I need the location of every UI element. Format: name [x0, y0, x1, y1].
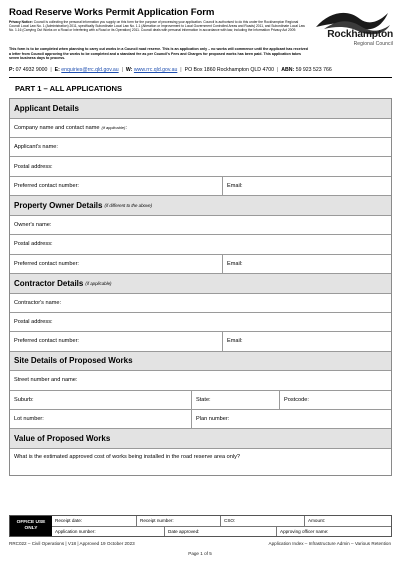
- logo-name: Rockhampton: [327, 29, 393, 40]
- office-use-line: OFFICE USE: [16, 520, 46, 526]
- applicant-email-field[interactable]: Email:: [222, 177, 391, 195]
- owner-postal-field[interactable]: [10, 235, 391, 254]
- footer-document-code: RRC022 – Civil Operations | V18 | Approved 19 October 2023: [9, 541, 135, 546]
- cso-field[interactable]: CSO:: [220, 516, 304, 526]
- applicant-contact-row: [10, 177, 391, 196]
- contact-bar: [9, 67, 392, 73]
- abn-value: 59 923 523 766: [295, 67, 332, 73]
- approving-officer-field[interactable]: Approving officer name:: [276, 527, 391, 537]
- field-label: Company name and contact name: [14, 124, 100, 131]
- contractor-postal-field[interactable]: [10, 313, 391, 332]
- cost-field[interactable]: [10, 449, 391, 475]
- separator: |: [180, 67, 182, 73]
- lot-plan-row: [10, 410, 391, 429]
- section-note: (if different to the above): [104, 202, 153, 208]
- separator: |: [276, 67, 279, 73]
- web-label: W:: [125, 67, 133, 73]
- applicant-phone-field[interactable]: Preferred contact number:: [14, 182, 79, 189]
- applicant-postal-field[interactable]: [10, 157, 391, 176]
- owner-email-field[interactable]: Email:: [222, 255, 391, 273]
- amount-field[interactable]: Amount:: [304, 516, 391, 526]
- abn-label: ABN:: [281, 67, 295, 73]
- part-title: PART 1 – ALL APPLICATIONS: [15, 84, 123, 93]
- privacy-label: Privacy Notice:: [9, 20, 33, 24]
- field-label: Postal address:: [14, 319, 53, 326]
- field-note: (if applicable): [101, 125, 126, 131]
- privacy-notice: [9, 20, 305, 32]
- intro-text: This form is to be completed when planning to carry out works in a Council road reserve. This is an application only – no works will commence until the applicant has received a letter from Council approving the works to be completed and a standard fee as per Council's Fees and Charges for proposed works has been paid. This application takes seven business days to process.: [9, 47, 308, 60]
- company-name-field[interactable]: [10, 119, 391, 138]
- state-field[interactable]: State:: [191, 391, 279, 409]
- field-label: Applicant's name:: [14, 144, 58, 151]
- owner-contact-row: [10, 255, 391, 274]
- lot-field[interactable]: Lot number:: [14, 416, 44, 423]
- receipt-number-field[interactable]: Receipt number:: [136, 516, 220, 526]
- office-use-grid: [52, 516, 391, 536]
- section-title: Value of Proposed Works: [14, 434, 111, 444]
- postcode-field[interactable]: Postcode:: [279, 391, 391, 409]
- section-header-value: [10, 429, 391, 449]
- field-label: Contractor's name:: [14, 299, 62, 306]
- web-link[interactable]: www.rrc.qld.gov.au: [133, 67, 178, 73]
- section-header-contractor: [10, 274, 391, 294]
- street-field[interactable]: [10, 371, 391, 390]
- application-form: [9, 98, 392, 476]
- plan-field[interactable]: Plan number:: [191, 410, 391, 428]
- email-link[interactable]: enquiries@rrc.qld.gov.au: [61, 67, 119, 73]
- office-use-panel: [9, 515, 392, 537]
- form-title: Road Reserve Works Permit Application Form: [9, 7, 215, 18]
- section-note: (if applicable): [85, 280, 112, 286]
- field-label: Postal address:: [14, 241, 53, 248]
- owner-phone-field[interactable]: Preferred contact number:: [14, 260, 79, 267]
- section-header-owner: [10, 196, 391, 216]
- office-use-line: ONLY: [24, 526, 38, 531]
- email-label: E:: [54, 67, 60, 73]
- contractor-phone-field[interactable]: Preferred contact number:: [14, 338, 79, 345]
- applicant-name-field[interactable]: [10, 138, 391, 157]
- contractor-contact-row: [10, 332, 391, 351]
- section-title: Contractor Details: [14, 278, 84, 288]
- separator: |: [121, 67, 123, 73]
- section-title: Site Details of Proposed Works: [14, 356, 133, 366]
- field-label: Street number and name:: [14, 377, 78, 384]
- owner-name-field[interactable]: [10, 216, 391, 235]
- phone-label: P:: [9, 67, 15, 73]
- office-use-label: [10, 516, 52, 536]
- separator: |: [50, 67, 52, 73]
- contractor-name-field[interactable]: [10, 294, 391, 313]
- header-divider: [9, 77, 392, 78]
- field-label: Owner's name:: [14, 221, 52, 228]
- field-label-colon: :: [125, 124, 127, 131]
- field-label: What is the estimated approved cost of works being installed in the road reserve area only?: [14, 454, 241, 461]
- privacy-text: Council is collecting the personal information you supply on this form for the purpose of processing your application. Council is authorised to do this under the Rockhampton Regional Council Local Law No. 1 (Administration) 2011, specifically Subordinate Local Law No. 1.1 (Alteration or Improvement to Local Government Controlled Areas and Roads) 2011, and Subordinate Local Law No. 1.16 (Carrying Out Works on a Road or Interfering with a Road or its Operation) 2011. Council deals with personal information in accordance with law, including the Information Privacy Act 2009.: [9, 20, 305, 33]
- suburb-field[interactable]: Suburb:: [14, 396, 34, 403]
- application-number-field[interactable]: Application number:: [55, 528, 96, 534]
- receipt-date-field[interactable]: Receipt date:: [55, 518, 83, 524]
- suburb-row: [10, 391, 391, 410]
- footer-retention: Application Index – Infrastructure Admin – Various Retention: [268, 541, 391, 546]
- section-header-site: [10, 352, 391, 372]
- contractor-email-field[interactable]: Email:: [222, 332, 391, 350]
- po-box: PO Box 1860 Rockhampton QLD 4700: [184, 67, 275, 73]
- section-header-applicant: [10, 99, 391, 119]
- phone-value: 07 4932 9000: [15, 67, 48, 73]
- logo-subtitle: Regional Council: [353, 41, 393, 47]
- field-label: Postal address:: [14, 163, 53, 170]
- page-number: Page 1 of 5: [188, 551, 212, 556]
- date-approved-field[interactable]: Date approved:: [164, 527, 276, 537]
- section-title: Applicant Details: [14, 103, 79, 113]
- section-title: Property Owner Details: [14, 200, 103, 210]
